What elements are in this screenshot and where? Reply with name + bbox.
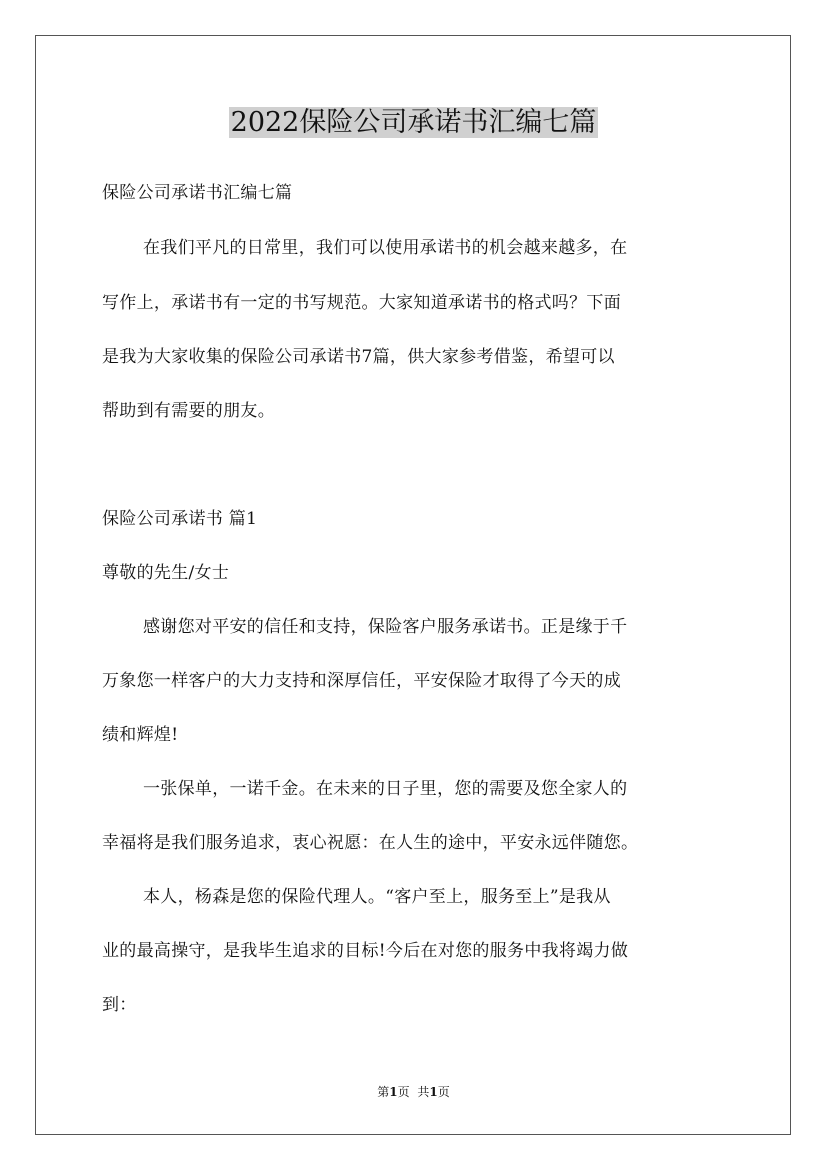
para3-line-1: 本人，杨森是您的保险代理人。“客户至上，服务至上”是我从 <box>143 887 611 907</box>
document-title <box>0 103 827 143</box>
intro-line-2: 写作上，承诺书有一定的书写规范。大家知道承诺书的格式吗？下面 <box>102 293 621 313</box>
total-pages: 1 <box>429 1085 438 1099</box>
para2-line-1: 一张保单，一诺千金。在未来的日子里，您的需要及您全家人的 <box>143 779 628 799</box>
page-number: 1 <box>389 1085 398 1099</box>
intro-line-3: 是我为大家收集的保险公司承诺书7篇，供大家参考借鉴，希望可以 <box>102 347 615 367</box>
page-footer <box>0 1083 827 1101</box>
document-subtitle: 保险公司承诺书汇编七篇 <box>102 183 293 203</box>
total-prefix: 共 <box>417 1085 430 1099</box>
para1-line-3: 绩和辉煌! <box>102 725 179 745</box>
para1-line-1: 感谢您对平安的信任和支持，保险客户服务承诺书。正是缘于千 <box>143 617 628 637</box>
salutation: 尊敬的先生/女士 <box>102 563 230 583</box>
para1-line-2: 万象您一样客户的大力支持和深厚信任，平安保险才取得了今天的成 <box>102 671 621 691</box>
page-suffix: 页 <box>397 1085 410 1099</box>
intro-line-4: 帮助到有需要的朋友。 <box>102 401 275 421</box>
page-prefix: 第 <box>377 1085 390 1099</box>
total-suffix: 页 <box>437 1085 450 1099</box>
para3-line-3: 到： <box>102 995 137 1015</box>
para2-line-2: 幸福将是我们服务追求，衷心祝愿：在人生的途中，平安永远伴随您。 <box>102 833 639 853</box>
para3-line-2: 业的最高操守，是我毕生追求的目标!今后在对您的服务中我将竭力做 <box>102 941 629 961</box>
section-heading: 保险公司承诺书 篇1 <box>102 509 258 529</box>
intro-line-1: 在我们平凡的日常里，我们可以使用承诺书的机会越来越多，在 <box>143 238 628 258</box>
document-title-text: 2022保险公司承诺书汇编七篇 <box>230 107 597 138</box>
